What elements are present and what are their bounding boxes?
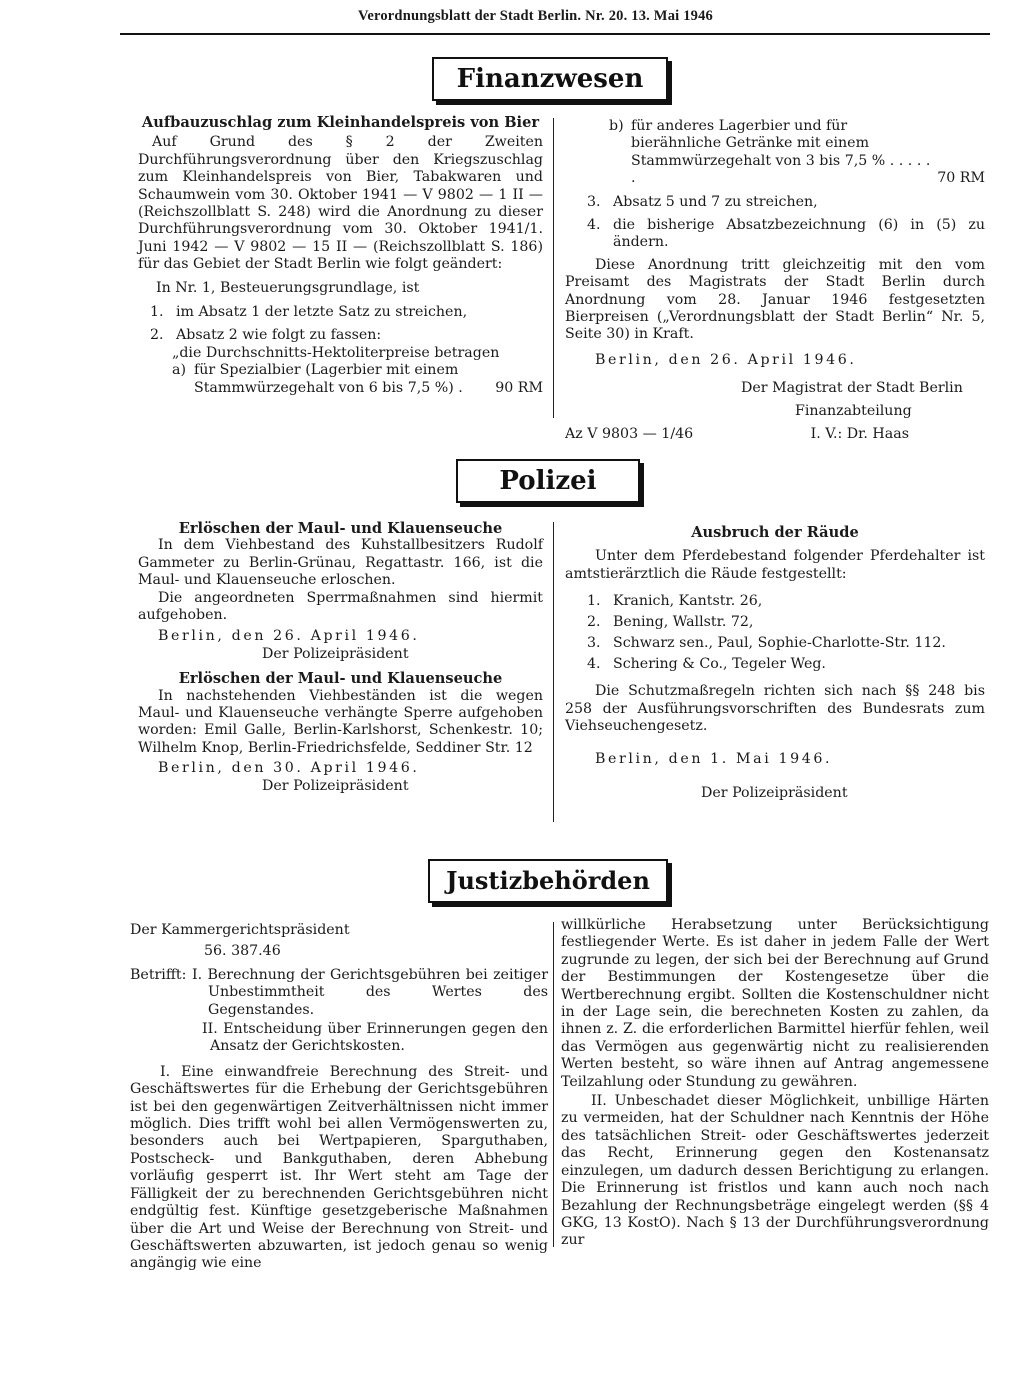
finanz-intro: Auf Grund des § 2 der Zweiten Durchführungsverordnung über den Kriegszuschlag zum Kleinhandelspreis von Bier, Tabakwaren und Schaumwein vom 30. Oktober 1941 — V 9802 — 1 II — (Reichszollblatt S. 248) wird die Anordnung zu dieser Durchführungsverordnung vom 30. Oktober 1941/1. Juni 1942 — V 9802 — 15 II — (Reichszollblatt S. 186) für das Gebiet der Stadt Berlin wie folgt geändert: bbox=[138, 134, 543, 273]
item-text: im Absatz 1 der letzte Satz zu streichen, bbox=[176, 304, 468, 321]
justiz-subject bbox=[130, 967, 548, 1056]
list-item-number: 3. bbox=[587, 635, 601, 652]
list-item bbox=[565, 656, 985, 673]
column-rule-polizei bbox=[553, 522, 554, 822]
justiz-subject-label: Betrifft: bbox=[130, 966, 187, 983]
polizei-article-1-text2: Die angeordneten Sperrmaßnahmen sind hiermit aufgehoben. bbox=[138, 589, 543, 624]
list-item-number: 2. bbox=[587, 614, 601, 631]
justiz-paragraph-3: II. Unbeschadet dieser Möglichkeit, unbillige Härten zu vermeiden, hat der Schuldner nach Kenntnis der Höhe des tatsächlichen Streit- oder Geschäftswertes jederzeit das Recht, Erinnerung gegen den Kostenansatz einzulegen, um dadurch dessen Berichtigung zu erlangen. Die Erinnerung ist fristlos und kann auch noch nach Bezahlung der Rechnungsbeträge eingelegt werden (§§ 4 GKG, 13 KostO). Nach § 13 der Durchführungsverordnung zur bbox=[561, 1093, 989, 1249]
section-title-justizbehoerden-text: Justizbehörden bbox=[446, 866, 650, 895]
section-title-polizei bbox=[456, 459, 640, 503]
section-title-finanzwesen bbox=[432, 57, 668, 101]
justiz-subject-2: II. Entscheidung über Erinnerungen gegen den Ansatz der Gerichtskosten. bbox=[202, 1021, 548, 1055]
polizei-article-1-place-date: Berlin, den 26. April 1946. bbox=[158, 628, 420, 645]
list-item bbox=[565, 614, 985, 631]
justiz-sender: Der Kammergerichtspräsident bbox=[130, 922, 350, 938]
polizei-article-3-title: Ausbruch der Räude bbox=[691, 524, 859, 541]
polizei-article-2-text: In nachstehenden Viehbeständen ist die wegen Maul- und Klauenseuche verhängte Sperre aufgehoben worden: Emil Galle, Berlin-Karlshorst, Schenkestr. 10; Wilhelm Knop, Berlin-Friedrichsfelde, Seddiner Str. 12 bbox=[138, 687, 543, 756]
polizei-article-1-title: Erlöschen der Maul- und Klauenseuche bbox=[178, 520, 503, 537]
item-number: 4. bbox=[587, 217, 601, 234]
polizei-article-3-intro: Unter dem Pferdebestand folgender Pferdehalter ist amtstierärztlich die Räude festgestellt: bbox=[565, 548, 985, 582]
section-title-polizei-text: Polizei bbox=[499, 466, 597, 496]
sub-text: für Spezialbier (Lagerbier mit einem Stammwürzegehalt von 6 bis 7,5 %) . bbox=[194, 362, 463, 396]
polizei-left-column bbox=[138, 520, 543, 795]
polizei-article-2-title: Erlöschen der Maul- und Klauenseuche bbox=[178, 670, 503, 688]
polizei-article-1-text: In dem Viehbestand des Kuhstallbesitzers Rudolf Gammeter zu Berlin-Grünau, Regattastr. 166, ist die Maul- und Klauenseuche erloschen. bbox=[138, 537, 543, 589]
section-title-justizbehoerden bbox=[428, 859, 668, 903]
finanz-item-4 bbox=[565, 217, 985, 252]
column-rule-justiz bbox=[553, 922, 554, 1247]
finanz-signature-row bbox=[565, 426, 985, 443]
justiz-paragraph-2: willkürliche Herabsetzung unter Berücksichtigung festliegender Werte. Es ist daher in jedem Falle der Wert zugrunde zu legen, der sich bei der Berechnung auf Grund der Bestimmungen der Kostengesetze über die Wertberechnung ergibt. Sollten die Kostenschuldner nicht in der Lage sein, die berechneten Kosten zu zahlen, da ihnen z. Z. die erforderlichen Barmittel hierfür fehlen, weil das Vermögen aus gegenwärtig nicht zu realisierenden Werten besteht, so wäre ihnen auf Antrag angemessene Teilzahlung oder Stundung zu gewähren. bbox=[561, 917, 989, 1090]
sub-price: 70 RM bbox=[937, 170, 985, 187]
list-item-text: Schering & Co., Tegeler Weg. bbox=[613, 655, 826, 672]
finanz-place-date: Berlin, den 26. April 1946. bbox=[595, 351, 857, 368]
item-text: Absatz 2 wie folgt zu fassen: bbox=[176, 327, 382, 344]
list-item bbox=[565, 593, 985, 610]
finanz-signer-dept: Finanzabteilung bbox=[795, 402, 912, 419]
list-item-text: Schwarz sen., Paul, Sophie-Charlotte-Str. 112. bbox=[613, 635, 946, 652]
polizei-article-1-signer: Der Polizeipräsident bbox=[262, 645, 409, 662]
polizei-article-3-place-date: Berlin, den 1. Mai 1946. bbox=[595, 750, 833, 767]
column-rule-finanz bbox=[553, 118, 554, 418]
item-text: die bisherige Absatzbezeichnung (6) in (5) zu ändern. bbox=[613, 217, 985, 251]
finanz-left-column bbox=[138, 114, 543, 397]
sub-text: für anderes Lagerbier und für bierähnliche Getränke mit einem Stammwürzegehalt von 3 bis 7,5 % . . . . . . bbox=[631, 118, 931, 187]
list-item-text: Kranich, Kantstr. 26, bbox=[613, 593, 763, 610]
finanz-item-1 bbox=[138, 304, 543, 321]
list-item-number: 1. bbox=[587, 593, 601, 610]
justiz-paragraph-1: I. Eine einwandfreie Berechnung des Streit- und Geschäftswertes für die Erhebung der Gerichtsgebühren ist bei den gegenwärtigen Zeitverhältnissen nicht immer möglich. Dies trifft wohl bei allen Vermögenswerten zu, besonders auch bei Wertpapieren, Sparguthaben, Postscheck- und Bankguthaben, deren Abhebung vorläufig gesperrt ist. Ihr Wert steht am Tage der Fälligkeit der zu berechnenden Gerichtsgebühren nicht endgültig fest. Künftige gesetzgeberische Maßnahmen über die Art und Weise der Berechnung von Streit- und Geschäftswerten abzuwarten, ist jedoch genau so wenig angängig wie eine bbox=[130, 1063, 548, 1272]
finanz-lead: In Nr. 1, Besteuerungsgrundlage, ist bbox=[156, 279, 420, 296]
finanz-quote: „die Durchschnitts-Hektoliterpreise betragen bbox=[172, 344, 500, 361]
polizei-article-2-place-date: Berlin, den 30. April 1946. bbox=[158, 760, 420, 777]
item-number: 2. bbox=[150, 327, 164, 344]
header-rule bbox=[120, 33, 990, 35]
polizei-article-3-text: Die Schutzmaßregeln richten sich nach §§ 248 bis 258 der Ausführungsvorschriften des Bundesrats zum Viehseuchengesetz. bbox=[565, 683, 985, 735]
finanz-closing: Diese Anordnung tritt gleichzeitig mit den vom Preisamt des Magistrats der Stadt Berlin durch Anordnung vom 28. Januar 1946 festgesetzten Bierpreisen („Verordnungsblatt der Stadt Berlin“ Nr. 5, Seite 30) in Kraft. bbox=[565, 256, 985, 343]
item-number: 3. bbox=[587, 193, 601, 210]
raeude-list bbox=[565, 593, 985, 673]
list-item-text: Bening, Wallstr. 72, bbox=[613, 614, 754, 631]
polizei-article-3-signer: Der Polizeipräsident bbox=[701, 784, 848, 801]
item-number: 1. bbox=[150, 304, 164, 321]
polizei-right-column bbox=[565, 524, 985, 802]
justiz-subject-1: I. Berechnung der Gerichtsgebühren bei zeitiger Unbestimmtheit des Wertes des Gegenstandes. bbox=[192, 966, 548, 1018]
finanz-signer: I. V.: Dr. Haas bbox=[810, 426, 909, 443]
finanz-sub-b bbox=[565, 118, 985, 188]
justiz-left-column bbox=[130, 922, 548, 1273]
section-title-finanzwesen-text: Finanzwesen bbox=[456, 64, 644, 94]
finanz-item-3 bbox=[565, 194, 985, 211]
list-item bbox=[565, 635, 985, 652]
justiz-right-column bbox=[561, 917, 989, 1250]
list-item-number: 4. bbox=[587, 655, 601, 672]
sub-label: b) bbox=[609, 118, 624, 134]
sub-label: a) bbox=[172, 362, 186, 379]
finanz-ref: Az V 9803 — 1/46 bbox=[565, 426, 694, 443]
finanz-sub-a bbox=[138, 362, 543, 397]
article-title: Aufbauzuschlag zum Kleinhandelspreis von Bier bbox=[141, 114, 540, 131]
polizei-article-2-signer: Der Polizeipräsident bbox=[262, 777, 409, 794]
sub-price: 90 RM bbox=[495, 379, 543, 396]
finanz-item-2 bbox=[138, 327, 543, 344]
item-text: Absatz 5 und 7 zu streichen, bbox=[613, 193, 818, 210]
finanz-signer-org: Der Magistrat der Stadt Berlin bbox=[741, 380, 963, 397]
finanz-right-column bbox=[565, 118, 985, 444]
justiz-file-number: 56. 387.46 bbox=[204, 943, 281, 960]
page-header: Verordnungsblatt der Stadt Berlin. Nr. 20. 13. Mai 1946 bbox=[358, 8, 713, 24]
